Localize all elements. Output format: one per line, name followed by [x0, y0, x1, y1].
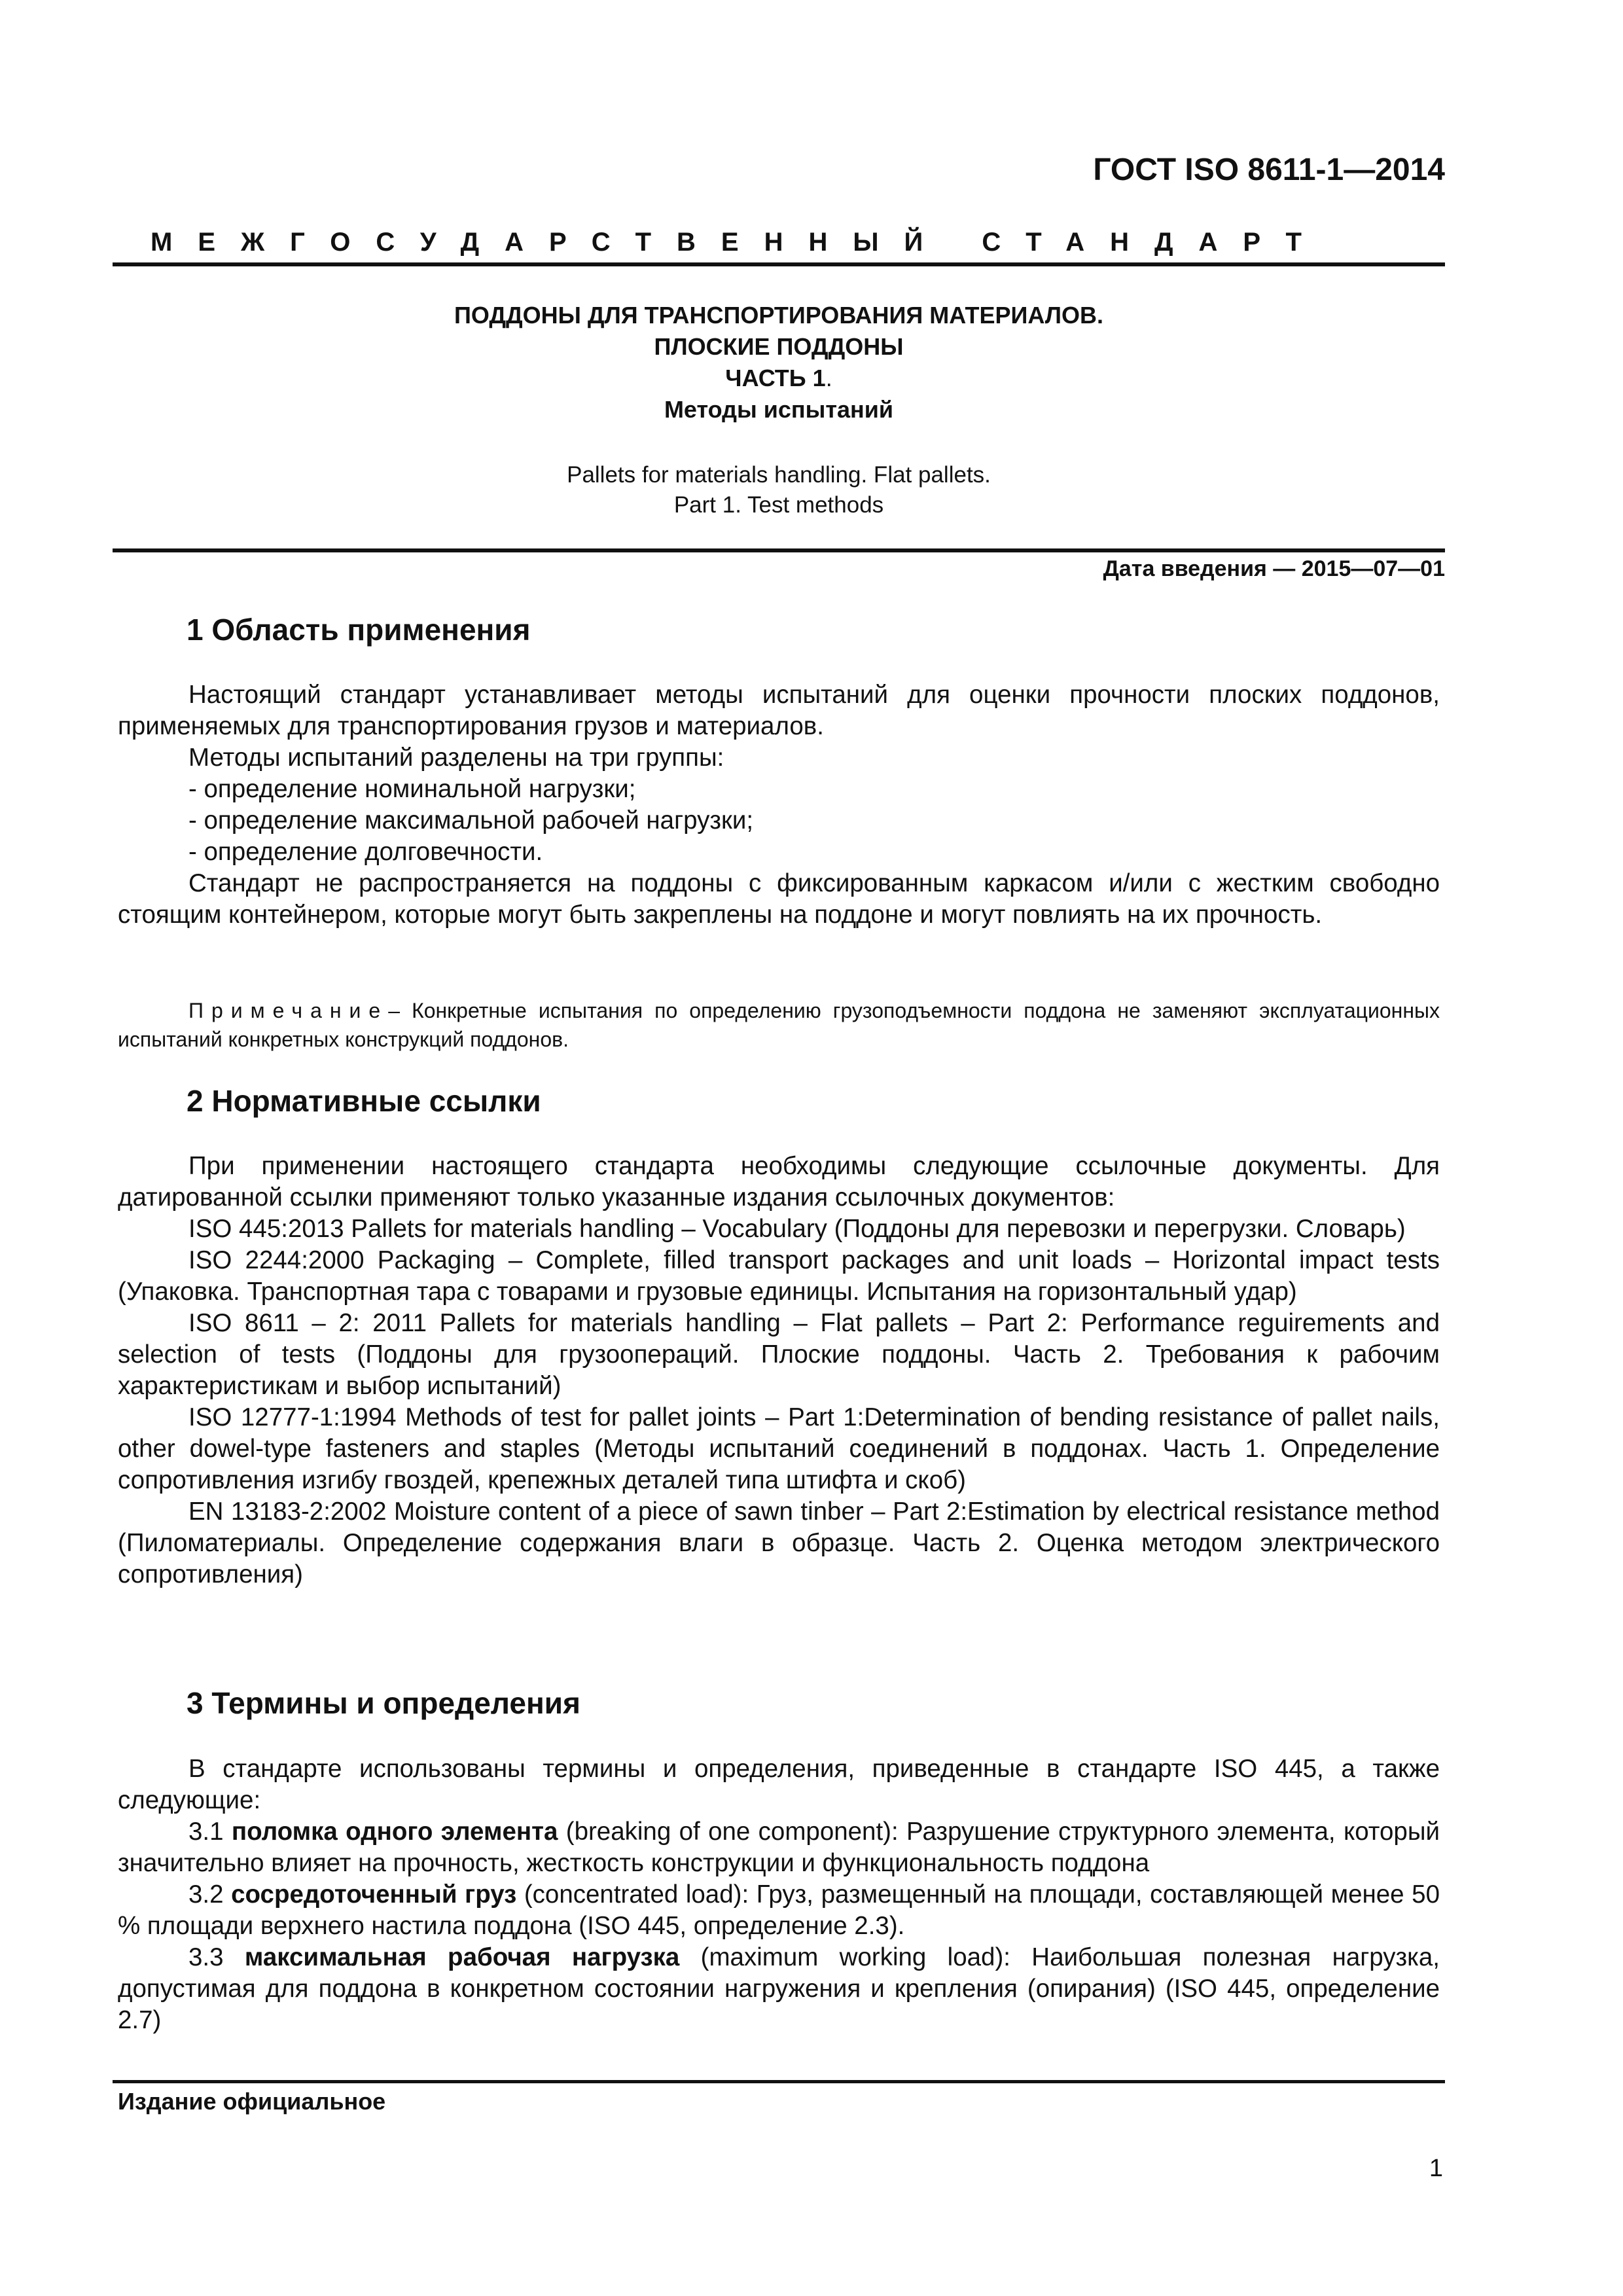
standard-word: СТАНДАРТ: [982, 228, 1327, 257]
section-1-body: [118, 679, 1440, 931]
term-name: поломка одного элемента: [231, 1818, 558, 1846]
term-item: [118, 1816, 1440, 1879]
section-3-heading: 3 Термины и определения: [187, 1686, 580, 1720]
section-1-paragraph: Методы испытаний разделены на три группы:: [188, 744, 724, 772]
term-number: 3.2: [188, 1880, 232, 1909]
note: [118, 996, 1440, 1054]
reference-item: ISO 445:2013 Pallets for materials handling – Vocabulary (Поддоны для перевозки и перегрузки. Словарь): [188, 1215, 1406, 1243]
footer-rule: [113, 2080, 1445, 2083]
note-label: Примечание: [188, 999, 389, 1022]
section-3-intro: В стандарте использованы термины и определения, приведенные в стандарте ISO 445, а также следующие:: [118, 1755, 1440, 1814]
section-1-heading: 1 Область применения: [187, 613, 531, 647]
section-1-paragraph: Настоящий стандарт устанавливает методы испытаний для оценки прочности плоских поддонов, применяемых для транспортирования грузов и материалов.: [118, 681, 1440, 740]
term-number: 3.1: [188, 1818, 232, 1846]
section-2-intro: При применении настоящего стандарта необходимы следующие ссылочные документы. Для датированной ссылки применяют только указанные издания ссылочных документов:: [118, 1152, 1440, 1211]
list-item: - определение максимальной рабочей нагрузки;: [188, 806, 754, 834]
note-paragraph: [118, 996, 1440, 1054]
term-definition: (breaking of one component): Разрушение структурного элемента, который значительно влияет на прочность, жесткость конструкции и функциональность поддона: [118, 1818, 1440, 1877]
title-line-1: ПОДДОНЫ ДЛЯ ТРАНСПОРТИРОВАНИЯ МАТЕРИАЛОВ.: [454, 302, 1104, 329]
title-rule: [113, 548, 1445, 552]
header-rule: [113, 262, 1445, 266]
reference-item: ISO 8611 – 2: 2011 Pallets for materials handling – Flat pallets – Part 2: Performance reguirements and selection of tests (Поддоны для грузоопераций. Плоские поддоны. Часть 2. Требования к рабочим характеристикам и выбор испытаний): [118, 1309, 1440, 1400]
section-3-body: [118, 1753, 1440, 2036]
note-text: – Конкретные испытания по определению грузоподъемности поддона не заменяют эксплуатационных испытаний конкретных конструкций поддонов.: [118, 999, 1440, 1051]
introduction-date: Дата введения — 2015—07—01: [1103, 556, 1445, 581]
section-2-heading: 2 Нормативные ссылки: [187, 1084, 541, 1118]
section-1-paragraph: Стандарт не распространяется на поддоны с фиксированным каркасом и/или с жестким свободно стоящим контейнером, которые могут быть закреплены на поддоне и могут повлиять на их прочность.: [118, 869, 1440, 929]
section-2-body: [118, 1151, 1440, 1590]
list-item: - определение долговечности.: [188, 838, 543, 866]
list-item: - определение номинальной нагрузки;: [188, 775, 636, 803]
term-item: [118, 1879, 1440, 1942]
english-title: [113, 460, 1445, 520]
term-name: максимальная рабочая нагрузка: [244, 1943, 680, 1971]
gost-code: ГОСТ ISO 8611-1—2014: [1093, 152, 1445, 187]
interstate-word: МЕЖГОСУДАРСТВЕННЫЙ: [151, 228, 949, 257]
title-line-3: [113, 363, 1445, 394]
official-edition-label: Издание официальное: [118, 2088, 386, 2115]
title-part: ЧАСТЬ 1: [725, 365, 826, 391]
term-definition: (concentrated load): Груз, размещенный на площади, составляющей менее 50 % площади верхнего настила поддона (ISO 445, определение 2.3).: [118, 1880, 1440, 1940]
term-definition: (maximum working load): Наибольшая полезная нагрузка, допустимая для поддона в конкретном состоянии нагружения и крепления (опирания) (ISO 445, определение 2.7): [118, 1943, 1440, 2034]
page-number: 1: [1429, 2155, 1443, 2182]
term-number: 3.3: [188, 1943, 245, 1971]
english-title-line-1: Pallets for materials handling. Flat pallets.: [567, 462, 991, 488]
reference-item: ISO 2244:2000 Packaging – Complete, filled transport packages and unit loads – Horizontal impact tests (Упаковка. Транспортная тара с товарами и грузовые единицы. Испытания на горизонтальный удар): [118, 1246, 1440, 1306]
english-title-line-2: Part 1. Test methods: [673, 492, 884, 518]
term-name: сосредоточенный груз: [231, 1880, 517, 1909]
interstate-standard-label: [151, 228, 1381, 257]
title-line-4: Методы испытаний: [664, 396, 894, 423]
reference-item: EN 13183-2:2002 Moisture content of a piece of sawn tinber – Part 2:Estimation by electrical resistance method (Пиломатериалы. Определение содержания влаги в образце. Часть 2. Оценка методом электрического сопротивления): [118, 1498, 1440, 1588]
title-part-dot: .: [825, 365, 832, 391]
reference-item: ISO 12777-1:1994 Methods of test for pallet joints – Part 1:Determination of bending resistance of pallet nails, other dowel-type fasteners and staples (Методы испытаний соединений в поддонах. Часть 1. Определение сопротивления изгибу гвоздей, крепежных деталей типа штифта и скоб): [118, 1403, 1440, 1494]
title-block: [113, 300, 1445, 425]
term-item: [118, 1942, 1440, 2036]
title-line-2: ПЛОСКИЕ ПОДДОНЫ: [654, 333, 904, 360]
